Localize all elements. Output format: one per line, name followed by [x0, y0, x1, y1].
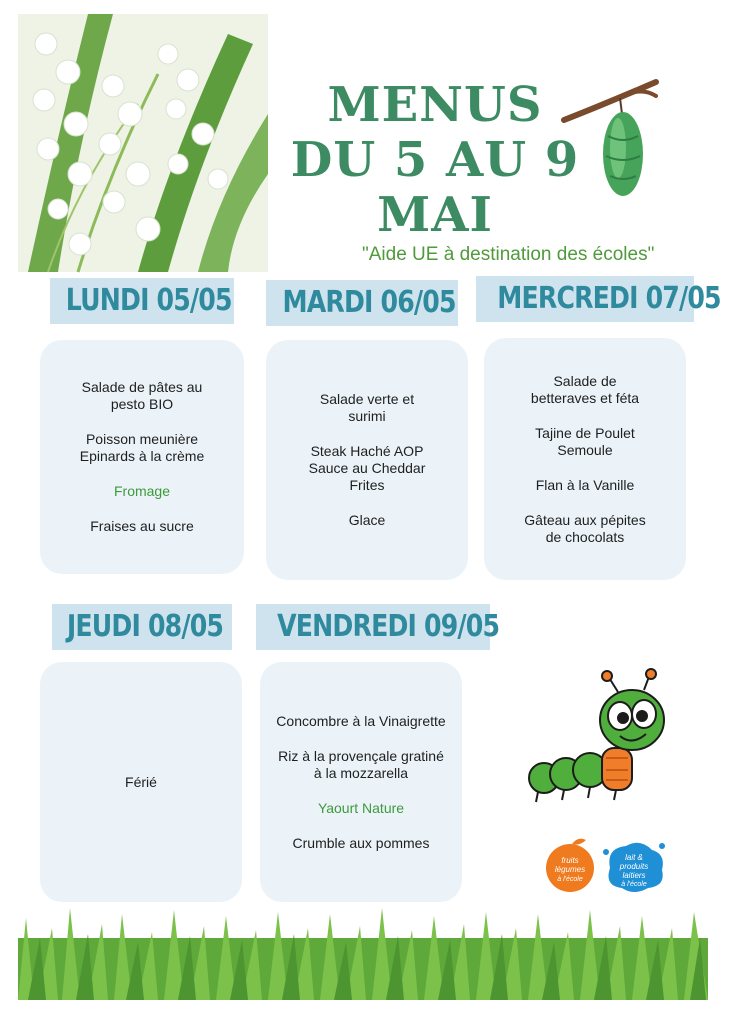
- menu-item: Fraises au sucre: [90, 518, 194, 534]
- menu-item: Steak Haché AOP Sauce au Cheddar Frites: [308, 443, 426, 493]
- menu-card-mardi: [266, 340, 468, 580]
- menu-item: Crumble aux pommes: [292, 834, 430, 851]
- svg-text:laitiers: laitiers: [622, 871, 646, 880]
- menu-item: Flan à la Vanille: [535, 476, 635, 493]
- page-title: [290, 78, 580, 243]
- grass-image: [18, 908, 708, 1000]
- chrysalis-image: [560, 76, 660, 206]
- menu-item: Riz à la provençale gratiné à la mozzarella: [278, 747, 444, 781]
- menu-card-vendredi: [260, 662, 462, 902]
- menu-card-jeudi: [40, 662, 242, 902]
- menu-card-mercredi: [484, 338, 686, 580]
- menu-card-lundi: [40, 340, 244, 574]
- menu-item: Glace: [348, 512, 386, 528]
- svg-text:fruits: fruits: [561, 856, 579, 865]
- menu-item: Salade verte et surimi: [319, 391, 415, 424]
- day-header-lundi: LUNDI 05/05: [50, 278, 234, 324]
- svg-text:légumes: légumes: [554, 865, 586, 874]
- svg-text:produits: produits: [619, 862, 649, 871]
- menu-item: Concombre à la Vinaigrette: [276, 712, 446, 729]
- day-header-jeudi: JEUDI 08/05: [52, 604, 232, 650]
- lait-produits-laitiers-logo-graphic: [600, 838, 668, 896]
- menu-item: Salade de betteraves et féta: [530, 372, 640, 406]
- menu-item: Salade de pâtes au pesto BIO: [81, 379, 203, 412]
- day-header-vendredi: VENDREDI 09/05: [256, 604, 490, 650]
- fruits-legumes-logo: [542, 836, 598, 894]
- lily-of-the-valley-image: [18, 14, 268, 272]
- day-header-mercredi: MERCREDI 07/05: [476, 276, 694, 322]
- fruits-legumes-logo-graphic: [542, 836, 598, 894]
- svg-text:à l'école: à l'école: [557, 876, 583, 883]
- menu-item: Gâteau aux pépites de chocolats: [524, 511, 646, 545]
- menu-item-cheese: Fromage: [113, 483, 171, 499]
- title-line-2: DU 5 AU 9: [290, 132, 580, 188]
- menu-item: Poisson meunière Epinards à la crème: [79, 431, 205, 464]
- subtitle: "Aide UE à destination des écoles": [362, 244, 655, 265]
- menu-item-holiday: Férié: [125, 773, 157, 790]
- day-header-mardi: MARDI 06/05: [266, 280, 458, 326]
- lait-produits-laitiers-logo: [600, 838, 668, 896]
- menu-item-yogurt: Yaourt Nature: [317, 799, 405, 816]
- svg-text:à l'école: à l'école: [621, 881, 647, 888]
- title-line-3: MAI: [377, 187, 493, 243]
- menu-item: Tajine de Poulet Semoule: [535, 424, 635, 458]
- svg-text:lait &: lait &: [625, 853, 643, 862]
- title-line-1: MENUS: [327, 77, 543, 133]
- caterpillar-image: [520, 670, 670, 810]
